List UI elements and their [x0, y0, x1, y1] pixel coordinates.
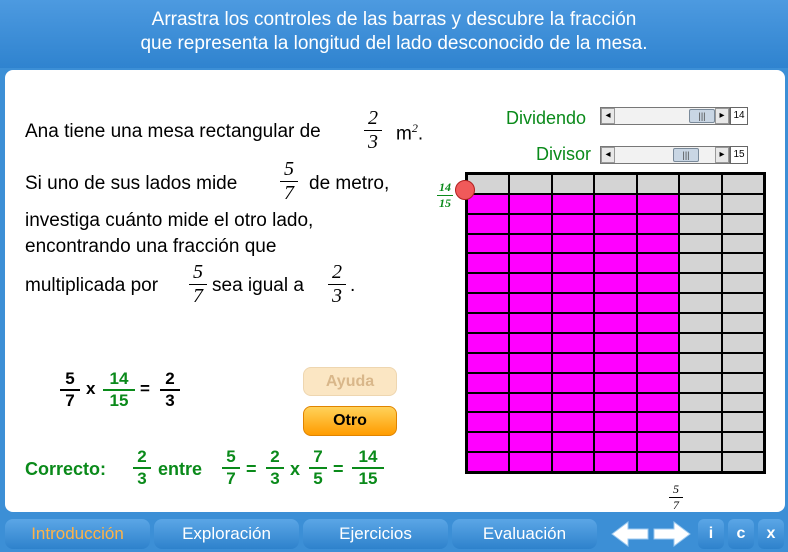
otro-button[interactable]: Otro [303, 406, 397, 436]
problem-line-5-b: sea igual a [212, 275, 304, 296]
empty-cell [679, 373, 721, 393]
filled-cell [552, 273, 594, 293]
empty-cell [679, 234, 721, 254]
empty-cell [722, 313, 764, 333]
tab-exploracion[interactable]: Exploración [154, 519, 299, 549]
filled-cell [467, 452, 509, 472]
filled-cell [552, 293, 594, 313]
fraction-side: 5 7 [280, 158, 298, 205]
filled-cell [552, 432, 594, 452]
filled-cell [552, 353, 594, 373]
filled-cell [594, 194, 636, 214]
filled-cell [509, 214, 551, 234]
filled-cell [467, 412, 509, 432]
empty-cell [722, 412, 764, 432]
filled-cell [552, 412, 594, 432]
empty-cell [722, 214, 764, 234]
filled-cell [594, 273, 636, 293]
filled-cell [509, 194, 551, 214]
empty-cell [679, 253, 721, 273]
fraction-denominator: 3 [368, 131, 378, 153]
close-button[interactable]: x [758, 519, 784, 549]
empty-cell [679, 174, 721, 194]
filled-cell [594, 293, 636, 313]
correct-equals-2: = [333, 459, 344, 479]
empty-cell [594, 174, 636, 194]
instructions-banner [0, 0, 788, 68]
filled-cell [594, 313, 636, 333]
eq-fraction-c: 2 3 [160, 369, 180, 411]
problem-line-5: multiplicada por [25, 275, 159, 296]
divisor-label: Divisor [536, 144, 592, 164]
filled-cell [552, 333, 594, 353]
filled-cell [552, 373, 594, 393]
filled-cell [509, 333, 551, 353]
tab-introduccion[interactable]: Introducción [5, 519, 150, 549]
instructions-line-2: que representa la longitud del lado desconocido de la mesa. [140, 33, 648, 54]
filled-cell [594, 253, 636, 273]
filled-cell [594, 333, 636, 353]
problem-line-2-end: de metro, [309, 173, 390, 194]
empty-cell [722, 432, 764, 452]
filled-cell [467, 273, 509, 293]
filled-cell [467, 194, 509, 214]
problem-line-5-end: . [350, 275, 356, 296]
filled-cell [467, 313, 509, 333]
filled-cell [552, 452, 594, 472]
filled-cell [509, 373, 551, 393]
correct-entre: entre [158, 459, 203, 479]
filled-cell [509, 313, 551, 333]
filled-cell [637, 353, 679, 373]
arrow-back-icon[interactable] [610, 520, 650, 548]
filled-cell [637, 194, 679, 214]
filled-cell [467, 393, 509, 413]
empty-cell [679, 313, 721, 333]
correct-times: x [290, 459, 301, 479]
filled-cell [637, 253, 679, 273]
filled-cell [509, 273, 551, 293]
tab-ejercicios[interactable]: Ejercicios [303, 519, 448, 549]
empty-cell [722, 253, 764, 273]
empty-cell [509, 174, 551, 194]
filled-cell [637, 432, 679, 452]
correct-fraction-2: 5 7 [222, 447, 240, 489]
problem-line-1: Ana tiene una mesa rectangular de [25, 121, 321, 142]
filled-cell [637, 373, 679, 393]
filled-cell [552, 234, 594, 254]
divisor-slider-thumb[interactable]: ||| [673, 148, 699, 162]
filled-cell [637, 293, 679, 313]
filled-cell [637, 313, 679, 333]
empty-cell [722, 194, 764, 214]
filled-cell [509, 234, 551, 254]
filled-cell [467, 234, 509, 254]
filled-cell [467, 353, 509, 373]
filled-cell [637, 273, 679, 293]
filled-cell [637, 393, 679, 413]
filled-cell [467, 373, 509, 393]
correct-fraction-1: 2 3 [133, 447, 151, 489]
eq-fraction-a: 5 7 [60, 369, 80, 411]
fraction-area [364, 107, 382, 154]
drag-handle[interactable] [455, 180, 475, 200]
filled-cell [594, 412, 636, 432]
empty-cell [722, 353, 764, 373]
filled-cell [594, 393, 636, 413]
problem-line-4: encontrando una fracción que [25, 236, 277, 257]
empty-cell [722, 373, 764, 393]
empty-cell [552, 174, 594, 194]
empty-cell [722, 273, 764, 293]
bottom-fraction: 5 7 [669, 482, 683, 513]
correct-equals-1: = [246, 459, 257, 479]
filled-cell [594, 432, 636, 452]
filled-cell [594, 353, 636, 373]
empty-cell [679, 194, 721, 214]
empty-cell [679, 333, 721, 353]
empty-cell [637, 174, 679, 194]
correct-fraction-3: 2 3 [266, 447, 284, 489]
empty-cell [722, 293, 764, 313]
filled-cell [467, 432, 509, 452]
filled-cell [509, 353, 551, 373]
empty-cell [679, 293, 721, 313]
unit-m: $m^2$. [396, 121, 424, 145]
filled-cell [509, 253, 551, 273]
filled-cell [594, 373, 636, 393]
ayuda-button[interactable]: Ayuda [303, 367, 397, 396]
filled-cell [637, 333, 679, 353]
empty-cell [722, 333, 764, 353]
filled-cell [637, 234, 679, 254]
filled-cell [552, 214, 594, 234]
credits-button[interactable]: c [728, 519, 754, 549]
filled-cell [467, 214, 509, 234]
eq-fraction-b: 14 15 [103, 369, 135, 411]
filled-cell [552, 393, 594, 413]
dividendo-slider-thumb[interactable]: ||| [689, 109, 715, 123]
filled-cell [509, 432, 551, 452]
empty-cell [722, 174, 764, 194]
dividendo-slider[interactable] [600, 107, 730, 125]
side-fraction: 14 15 [439, 180, 451, 210]
fraction-result: 2 3 [328, 261, 346, 308]
filled-cell [594, 452, 636, 472]
filled-cell [467, 293, 509, 313]
empty-cell [679, 412, 721, 432]
arrow-forward-icon[interactable] [652, 520, 692, 548]
filled-cell [467, 333, 509, 353]
filled-cell [552, 313, 594, 333]
fraction-multiplier: 5 7 [189, 261, 207, 308]
problem-line-2: Si uno de sus lados mide [25, 173, 238, 194]
filled-cell [509, 452, 551, 472]
divisor-value: 15 [730, 146, 748, 164]
dividendo-label: Dividendo [506, 108, 587, 128]
dividendo-value: 14 [730, 107, 748, 125]
empty-cell [679, 432, 721, 452]
arrow-left-icon[interactable]: ◂ [601, 108, 615, 124]
empty-cell [722, 452, 764, 472]
filled-cell [509, 293, 551, 313]
empty-cell [679, 214, 721, 234]
filled-cell [552, 194, 594, 214]
instructions-line-1: Arrastra los controles de las barras y descubre la fracción [151, 9, 637, 30]
filled-cell [637, 412, 679, 432]
eq-times: x [86, 379, 96, 398]
empty-cell [679, 393, 721, 413]
empty-cell [722, 393, 764, 413]
fraction-numerator: 2 [368, 107, 378, 129]
eq-equals: = [140, 379, 150, 398]
problem-line-3: investiga cuánto mide el otro lado, [25, 210, 314, 231]
filled-cell [509, 393, 551, 413]
filled-cell [594, 214, 636, 234]
empty-cell [679, 452, 721, 472]
empty-cell [722, 234, 764, 254]
filled-cell [594, 234, 636, 254]
correct-label: Correcto: [25, 459, 107, 479]
filled-cell [637, 452, 679, 472]
arrow-left-icon[interactable]: ◂ [601, 147, 615, 163]
area-grid [465, 172, 766, 474]
filled-cell [509, 412, 551, 432]
arrow-right-icon[interactable]: ▸ [715, 147, 729, 163]
tab-evaluacion[interactable]: Evaluación [452, 519, 597, 549]
filled-cell [552, 253, 594, 273]
info-button[interactable]: i [698, 519, 724, 549]
empty-cell [679, 273, 721, 293]
arrow-right-icon[interactable]: ▸ [715, 108, 729, 124]
empty-cell [679, 353, 721, 373]
correct-fraction-5: 14 15 [352, 447, 384, 489]
correct-fraction-4: 7 5 [309, 447, 327, 489]
divisor-slider[interactable] [600, 146, 730, 164]
filled-cell [637, 214, 679, 234]
filled-cell [467, 253, 509, 273]
